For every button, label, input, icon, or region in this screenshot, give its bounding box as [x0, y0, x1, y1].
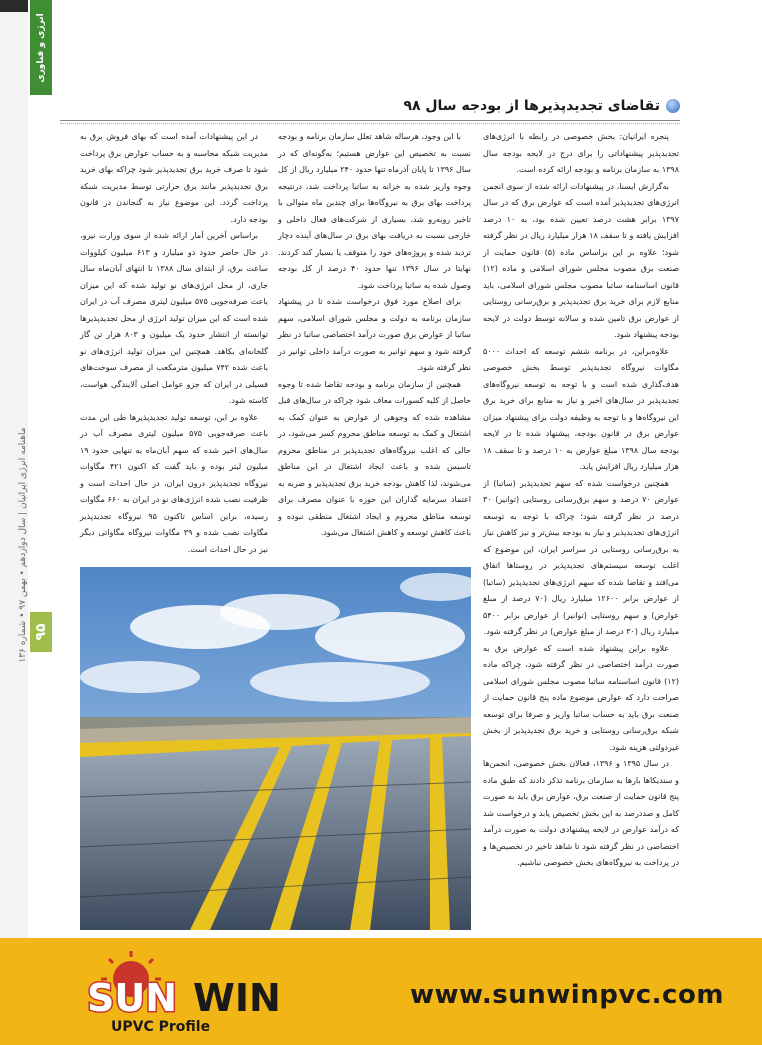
paragraph: علاوه‌براین، در برنامه ششم توسعه که احداث ۵۰۰۰ مگاوات نیروگاه تجدیدپذیر توسط بخش خصوصی هدف‌گذاری شده است و با توجه به توسعه نیروگاه‌های تجدیدپذیر در سال‌های اخیر و نیاز به منابع برای خرید برق این نیروگاه‌ها و با توجه به وظیفه دولت برای پیشنهاد میزان عوارض برق در قانون بودجه، پیشنهاد شده تا در لایحه بودجه سال ۱۳۹۸ مبلغ عوارض به ۱۰ درصد و تا سقف ۱۸ هزار میلیارد ریال افزایش یابد.: [483, 346, 679, 471]
paragraph: پنجره ایرانیان: بخش خصوصی در رابطه با انرژی‌های تجدیدپذیر پیشنهاداتی را برای درج در لایحه بودجه سال ۱۳۹۸ به سازمان برنامه و بودجه ارائه کرده است.: [483, 132, 679, 174]
logo-word-win: WIN: [193, 976, 281, 1020]
globe-bullet-icon: [666, 99, 680, 113]
issue-caption: ماهنامه انرژی ایرانیان | سال دوازدهم • بهمن ۹۷ • شماره ۱۳۶: [18, 427, 28, 663]
paragraph: با این وجود، هرساله شاهد تعلل سازمان برنامه و بودجه نسبت به تخصیص این عوارض هستیم؛ به‌گونه‌ای که در سال ۱۳۹۶ تا پایان آذرماه تنها حدود ۲۴۰ میلیارد ریال از کل وجوه واریز شده به خزانه به ساتبا پرداخت شد، درنتیجه پرداخت بهای برق به نیروگاه‌ها برای چندین ماه متوالی با تاخیر روبه‌رو شد، بسیاری از شرکت‌های فعال داخلی و خارجی نسبت به دریافت بهای برق در سال‌های آینده دچار تردید شده و پروژه‌های خود را متوقف یا بسیار کند کردند. نهایتا در سال ۱۳۹۶ تنها حدود ۴۰ درصد از کل بودجه وصول شده به ساتبا پرداخت شود.: [278, 132, 472, 290]
section-tab-label: انرژی و فناوری: [36, 12, 46, 83]
article-column-3: [80, 129, 268, 559]
article-column-2: [278, 129, 471, 559]
paragraph: علاوه براین پیشنهاد شده است که عوارض برق به صورت درآمد اختصاصی در نظر گرفته شود، چراکه ماده (۱۲) قانون اساسنامه ساتبا مصوب مجلس شورای اسلامی صراحت دارد که عوارض موضوع ماده پنج قانون حمایت از صنعت برق باید به حساب ساتبا واریز و صرفا برای توسعه شبکه برق‌رسانی روستایی و خرید برق تجدیدپذیر از بخش غیردولتی هزینه شود.: [483, 643, 679, 752]
advertiser-website: www.sunwinpvc.com: [410, 980, 724, 1010]
title-dotted-rule: [60, 123, 680, 124]
logo-tagline: UPVC Profile: [111, 1019, 211, 1035]
corner-mark: [0, 0, 28, 12]
paragraph: در سال ۱۳۹۵ و ۱۳۹۶، فعالان بخش خصوصی، انجمن‌ها و سندیکاها بارها به سازمان برنامه تذکر دادند که طبق ماده پنج قانون حمایت از صنعت برق، عوارض برق باید به صورت کامل و صددرصد به این بخش تخصیص یابد و درخواست شد که درآمد عوارض در لایحه پیشنهادی دولت به صورت درآمد اختصاصی در نظر گرفته شود تا شاهد تاخیر در تخصیص‌ها و در پرداخت به نیروگاه‌های بخش خصوصی نباشیم.: [483, 759, 679, 867]
paragraph: برای اصلاح مورد فوق درخواست شده تا در پیشنهاد سازمان برنامه به دولت و مجلس شورای اسلامی، سهم ساتبا از عوارض برق صورت درآمد اختصاصی ساتبا در نظر گرفته شود و سهم توانیر به صورت درآمد داخلی توانیر در نظر گرفته شود.: [278, 297, 471, 372]
paragraph: همچنین درخواست شده که سهم تجدیدپذیر (ساتبا) از عوارض ۷۰ درصد و سهم برق‌رسانی روستایی (توانیر) ۳۰ درصد در نظر گرفته شود؛ چراکه با توجه به توسعه انرژی‌های تجدیدپذیر و نیاز به بودجه بیش‌تر و نیز کاهش نیاز به برق‌رسانی روستایی در سراسر ایران، این موضوع که اغلب توسعه سیستم‌های تجدیدپذیر در روستاها اتفاق می‌افتد و تقاضا شده که سهم انرژی‌های تجدیدپذیر (ساتبا) از عوارض برابر ۱۲۶۰۰ میلیارد ریال (۷۰ درصد از مبلغ عوارض) و سهم روستایی (توانیر) از عوارض برابر ۵۴۰۰ میلیارد ریال (۳۰ درصد از مبلغ عوارض) در نظر گرفته شود.: [483, 478, 679, 636]
paragraph: علاوه بر این، توسعه تولید تجدیدپذیرها طی این مدت باعث صرفه‌جویی ۵۷۵ میلیون لیتری مصرف آب در سال‌های اخیر شده که سهم آبان‌ماه به تنهایی حدود ۱۹ میلیون لیتر بوده و باید گفت که اکنون ۴۲۱ مگاوات نیروگاه تجدیدپذیر درون ایران، در حال احداث است و ظرفیت نصب شده انرژی‌های نو در ایران به ۶۶۰ مگاوات رسیده، براین اساس تاکنون ۹۵ نیروگاه تجدیدپذیر مگاوات نصب شده و ۳۹ مگاوات نیروگاه مگاواتی دیگر نیز در حال احداث است.: [80, 412, 268, 554]
solar-panels-photo: [80, 567, 471, 930]
paragraph: در این پیشنهادات آمده است که بهای فروش برق به مدیریت شبکه محاسبه و به حساب عوارض برق پرداخت شود تا صرف خرید برق تجدیدپذیر شود چراکه بهای خرید برق تجدیدپذیر مانند برق حرارتی توسط مدیریت شبکه پرداخت گردد. این موضوع نیاز به گنجاندن در قانون بودجه دارد.: [80, 132, 268, 224]
logo-word-sun: SUN: [87, 976, 178, 1020]
paragraph: به‌گزارش ایسنا، در پیشنهادات ارائه شده از سوی انجمن انرژی‌های تجدیدپذیر آمده است که عوارض برق که در سال ۱۳۹۷ برابر هشت درصد تعیین شده بود، به ۱۰ درصد افزایش یافته و تا سقف ۱۸ هزار میلیارد ریال در نظر گرفته شود؛ علاوه بر این براساس ماده (۵) قانون حمایت از صنعت برق مصوب مجلس شورای اسلامی و ماده (۱۲) قانون اساسنامه ساتبا مصوب مجلس شورای اسلامی، باید منابع لازم برای خرید برق تجدیدپذیر و برق‌رسانی روستایی از عوارض برق تامین شده و سالانه توسط دولت در لایحه بودجه پیشنهاد شود.: [483, 181, 679, 339]
article-title-row: [403, 95, 680, 117]
article-column-1: [483, 129, 679, 939]
article-title: تقاضای تجدیدپذیرها از بودجه سال ۹۸: [403, 98, 660, 114]
paragraph: همچنین از سازمان برنامه و بودجه تقاضا شده تا وجوه حاصل از کلیه کسورات معاف شود چراکه در سال‌های قبل مشاهده شده که وجوهی از عوارض به عنوان کمک به اشتغال و کمک به توسعه مناطق محروم کسر می‌شود، در حالی که اغلب نیروگاه‌های تجدیدپذیر در مناطق محروم تاسیس شده و باعث ایجاد اشتغال در این مناطق می‌شوند، لذا کاهش بودجه خرید برق تجدیدپذیر و ضربه به اعتماد سرمایه گذاران این حوزه با عنوان مصرف برای توسعه مناطق محروم و ایجاد اشتغال منطقی نبوده و باعث کاهش توسعه و کاهش اشتغال می‌شود.: [278, 379, 471, 537]
page-number: ۹۵: [33, 623, 49, 641]
title-rule: [60, 120, 680, 121]
paragraph: براساس آخرین آمار ارائه شده از سوی وزارت نیرو، در حال حاضر حدود دو میلیارد و ۶۱۳ میلیون کیلووات ساعت برق، از ابتدای سال ۱۳۸۸ تا انتهای آبان‌ماه سال جاری، از محل انرژی‌های نو تولید شده که این میزان باعث صرفه‌جویی ۵۷۵ میلیون لیتری مصرف آب در ایران شده است که این میزان تولید انرژی از محل تجدیدپذیرها توانسته از انتشار حدود یک میلیون و ۸۰۳ هزار تن گاز گلخانه‌ای بکاهد. همچنین این میزان تولید انرژی‌های نو باعث شده ۷۴۲ میلیون مترمکعب از مصرف سوخت‌های فسیلی در ایران که جزو عوامل اصلی آلایندگی هواست، کاسته شود.: [80, 231, 269, 405]
page-number-box: [30, 612, 52, 652]
sunwin-logo: [85, 949, 295, 1035]
section-tab: [30, 0, 52, 95]
